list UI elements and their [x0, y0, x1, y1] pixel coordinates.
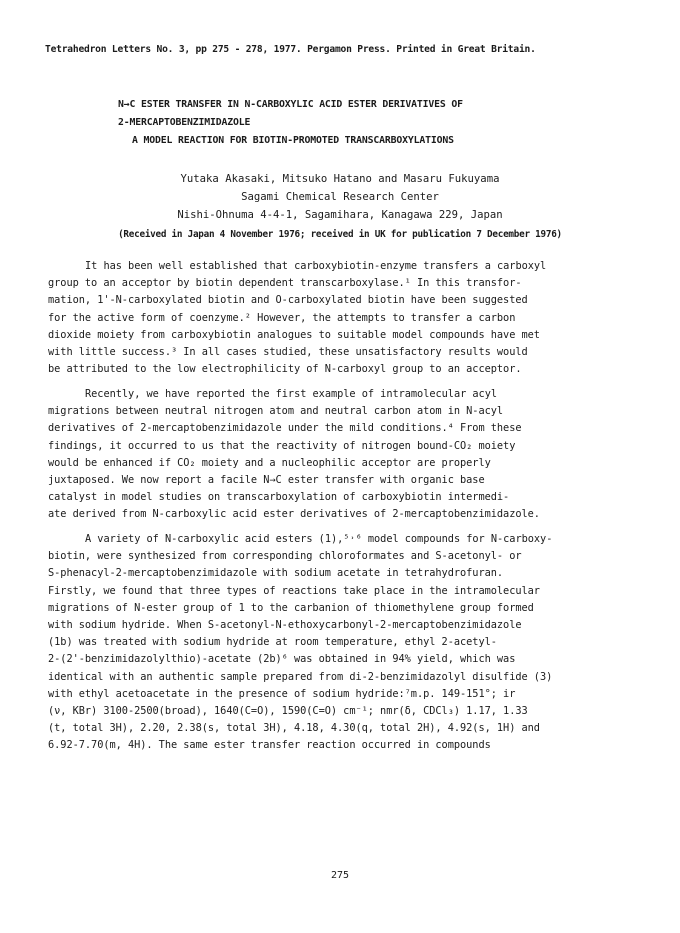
- text-line: catalyst in model studies on transcarboxylation of carboxybiotin intermedi-: [48, 491, 510, 504]
- text-line: with ethyl acetoacetate in the presence of sodium hydride:⁷m.p. 149-151°; ir: [48, 687, 516, 700]
- text-line: It has been well established that carboxybiotin-enzyme transfers a carboxyl: [85, 260, 547, 272]
- text-line: A variety of N-carboxylic acid esters (1),⁵˒⁶ model compounds for N-carboxy-: [85, 533, 553, 545]
- text-line: S-phenacyl-2-mercaptobenzimidazole with sodium acetate in tetrahydrofuran.: [48, 567, 504, 580]
- text-line: be attributed to the low electrophilicity of N-carboxyl group to an acceptor.: [48, 363, 522, 376]
- text-line: ate derived from N-carboxylic acid ester derivatives of 2-mercaptobenzimidazole.: [48, 508, 540, 521]
- paragraph-3: [48, 531, 638, 755]
- paragraph-2: [48, 386, 638, 524]
- text-line: identical with an authentic sample prepared from di-2-benzimidazolyl disulfide (3): [48, 670, 553, 683]
- text-line: Firstly, we found that three types of reactions take place in the intramolecular: [48, 584, 540, 597]
- text-line: group to an acceptor by biotin dependent transcarboxylase.¹ In this transfor-: [48, 277, 522, 290]
- affiliation-line-1: Sagami Chemical Research Center: [241, 191, 439, 203]
- text-line: juxtaposed. We now report a facile N→C ester transfer with organic base: [48, 474, 485, 487]
- text-line: would be enhanced if CO₂ moiety and a nucleophilic acceptor are properly: [48, 456, 491, 469]
- page-number: 275: [330, 870, 350, 881]
- text-line: findings, it occurred to us that the reactivity of nitrogen bound-CO₂ moiety: [48, 439, 516, 452]
- affiliation-line-2: Nishi-Ohnuma 4-4-1, Sagamihara, Kanagawa 229, Japan: [177, 209, 503, 221]
- text-line: with little success.³ In all cases studied, these unsatisfactory results would: [48, 346, 528, 359]
- text-line: (t, total 3H), 2.20, 2.38(s, total 3H), 4.18, 4.30(q, total 2H), 4.92(s, 1H) and: [48, 722, 540, 735]
- text-line: migrations between neutral nitrogen atom and neutral carbon atom in N-acyl: [48, 405, 504, 418]
- title-line-1: N→C ESTER TRANSFER IN N-CARBOXYLIC ACID ESTER DERIVATIVES OF: [118, 99, 463, 110]
- journal-header: Tetrahedron Letters No. 3, pp 275 - 278, 1977. Pergamon Press. Printed in Great Britain.: [45, 44, 536, 55]
- paragraph-1: [48, 258, 638, 378]
- text-line: with sodium hydride. When S-acetonyl-N-ethoxycarbonyl-2-mercaptobenzimidazole: [48, 619, 522, 632]
- text-line: biotin, were synthesized from corresponding chloroformates and S-acetonyl- or: [48, 550, 522, 563]
- title-line-2: 2-MERCAPTOBENZIMIDAZOLE: [118, 117, 251, 128]
- authors: Yutaka Akasaki, Mitsuko Hatano and Masaru Fukuyama: [180, 173, 500, 185]
- text-line: for the active form of coenzyme.² However, the attempts to transfer a carbon: [48, 311, 516, 324]
- text-line: 2-(2'-benzimidazolylthio)-acetate (2b)⁶ was obtained in 94% yield, which was: [48, 653, 516, 666]
- text-line: migrations of N-ester group of 1 to the carbanion of thiomethylene group formed: [48, 601, 534, 614]
- text-line: Recently, we have reported the first example of intramolecular acyl: [85, 388, 498, 400]
- received-dates: (Received in Japan 4 November 1976; received in UK for publication 7 December 1976): [118, 229, 562, 240]
- text-line: (1b) was treated with sodium hydride at room temperature, ethyl 2-acetyl-: [48, 636, 497, 649]
- subtitle: A MODEL REACTION FOR BIOTIN-PROMOTED TRANSCARBOXYLATIONS: [132, 135, 454, 146]
- text-line: (ν, KBr) 3100-2500(broad), 1640(C=O), 1590(C=O) cm⁻¹; nmr(δ, CDCl₃) 1.17, 1.33: [48, 705, 528, 718]
- text-line: dioxide moiety from carboxybiotin analogues to suitable model compounds have met: [48, 328, 540, 341]
- text-line: 6.92-7.70(m, 4H). The same ester transfer reaction occurred in compounds: [48, 739, 491, 752]
- text-line: mation, 1'-N-carboxylated biotin and O-carboxylated biotin have been suggested: [48, 294, 528, 307]
- text-line: derivatives of 2-mercaptobenzimidazole under the mild conditions.⁴ From these: [48, 422, 522, 435]
